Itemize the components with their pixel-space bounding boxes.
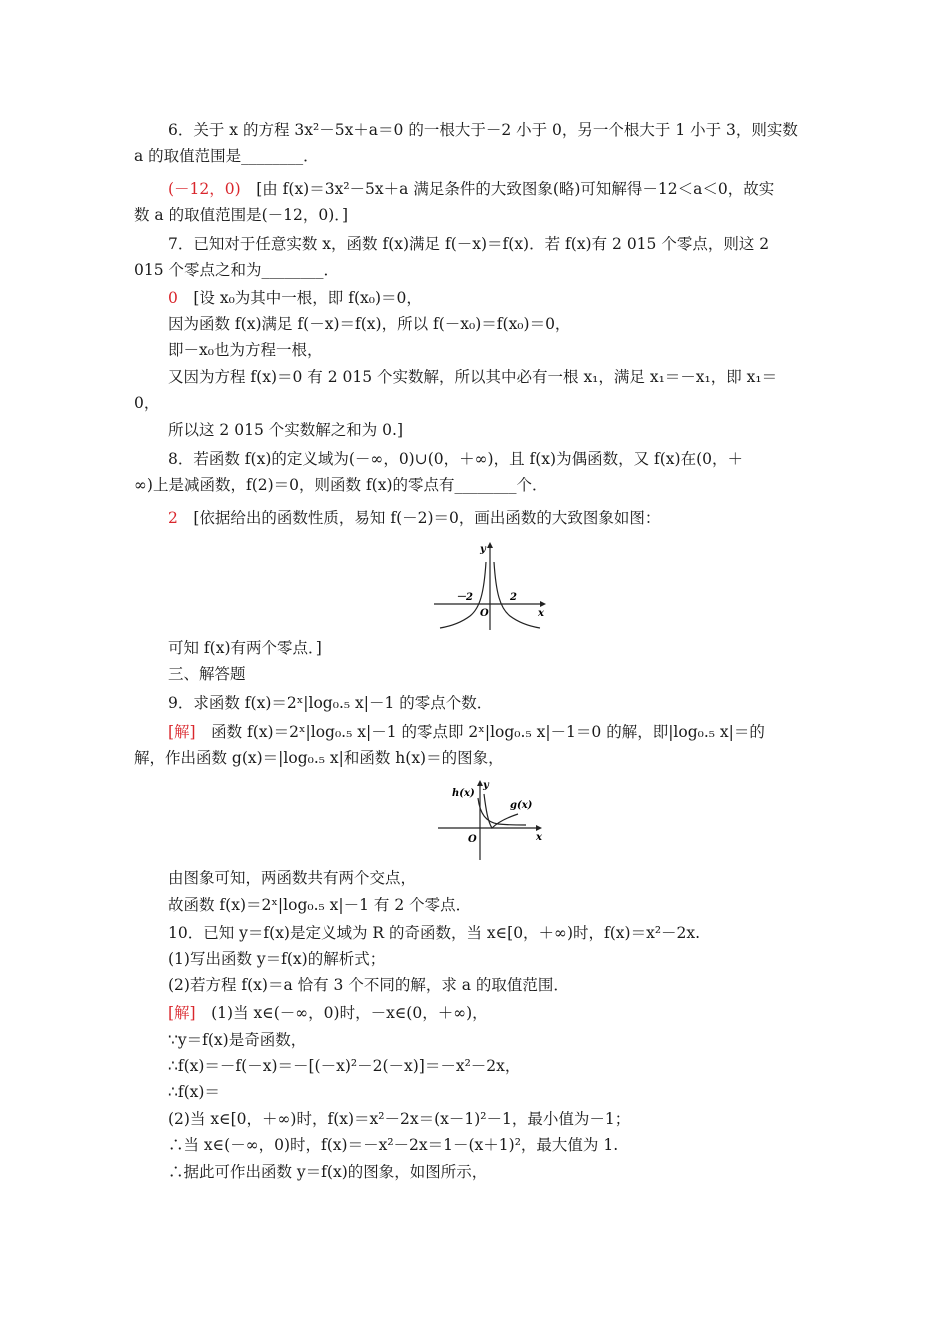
origin-label: O xyxy=(468,834,477,845)
pos-two-label: 2 xyxy=(510,592,517,603)
text-line xyxy=(168,1054,520,1078)
text-line xyxy=(168,506,660,530)
figure-even-function-graph xyxy=(430,538,550,634)
text-line xyxy=(134,391,159,415)
text-line xyxy=(168,720,765,744)
line-text: 三、解答题 xyxy=(168,665,246,683)
right-branch-curve xyxy=(494,562,540,628)
text-line xyxy=(168,418,403,442)
figure-intersection-graph xyxy=(436,778,548,864)
y-axis-label: y xyxy=(480,544,486,555)
line-text: [依据给出的函数性质，易知 f(－2)＝0，画出函数的大致图象如图： xyxy=(177,509,661,527)
line-text: 6．关于 x 的方程 3x²－5x＋a＝0 的一根大于－2 小于 0，另一个根大于 1 小于 3，则实数 xyxy=(168,121,798,139)
line-text: 7．已知对于任意实数 x，函数 f(x)满足 f(－x)＝f(x)．若 f(x)有 2 015 个零点，则这 2 xyxy=(168,235,770,253)
line-text: ∞)上是减函数，f(2)＝0，则函数 f(x)的零点有________个． xyxy=(134,476,548,494)
text-line xyxy=(168,286,422,310)
x-axis-arrow xyxy=(536,825,542,831)
text-line xyxy=(168,636,322,660)
line-text: 8．若函数 f(x)的定义域为(－∞，0)∪(0，＋∞)，且 f(x)为偶函数，又 f(x)在(0，＋ xyxy=(168,450,743,468)
text-line xyxy=(168,1001,488,1025)
text-line xyxy=(168,118,798,142)
answer-mark: 2 xyxy=(168,509,178,527)
text-line xyxy=(168,365,777,389)
text-line xyxy=(168,177,774,201)
text-line xyxy=(134,746,504,770)
text-line xyxy=(168,947,385,971)
text-line xyxy=(168,1133,618,1157)
text-line xyxy=(168,1107,630,1131)
answer-mark: (－12，0) xyxy=(168,180,241,198)
line-text: (1)写出函数 y＝f(x)的解析式； xyxy=(168,950,386,968)
text-line xyxy=(168,893,471,917)
x-axis-arrow xyxy=(540,601,546,607)
line-text: [由 f(x)＝3x²－5x＋a 满足条件的大致图象(略)可知解得－12＜a＜0，故实 xyxy=(240,180,775,198)
text-line xyxy=(168,662,246,686)
line-text: 015 个零点之和为________． xyxy=(134,261,340,279)
answer-mark: [解] xyxy=(168,723,196,741)
text-line xyxy=(168,973,569,997)
text-line xyxy=(168,866,416,890)
line-text: 故函数 f(x)＝2ˣ|log₀.₅ x|－1 有 2 个零点． xyxy=(168,896,472,914)
line-text: 0， xyxy=(134,394,160,412)
text-line xyxy=(168,1080,220,1104)
text-line xyxy=(168,691,492,715)
line-text: 可知 f(x)有两个零点．] xyxy=(168,639,322,657)
text-line xyxy=(134,258,339,282)
answer-mark: [解] xyxy=(168,1004,196,1022)
line-text: (2)当 x∈[0，＋∞)时，f(x)＝x²－2x＝(x－1)²－1，最小值为－1； xyxy=(168,1110,631,1128)
line-text: 10．已知 y＝f(x)是定义域为 R 的奇函数，当 x∈[0，＋∞)时，f(x)＝x²－2x. xyxy=(168,924,701,942)
line-text: (2)若方程 f(x)＝a 恰有 3 个不同的解，求 a 的取值范围． xyxy=(168,976,569,994)
text-line xyxy=(168,1160,487,1184)
line-text: [设 x₀为其中一根，即 f(x₀)＝0， xyxy=(177,289,422,307)
g-label: g(x) xyxy=(510,800,533,811)
line-text: 又因为方程 f(x)＝0 有 2 015 个实数解，所以其中必有一根 x₁，满足 x₁＝－x₁，即 x₁＝ xyxy=(168,368,778,386)
x-axis-label: x xyxy=(536,832,542,843)
line-text: 数 a 的取值范围是(－12，0)．] xyxy=(134,206,349,224)
line-text: ∴据此可作出函数 y＝f(x)的图象，如图所示， xyxy=(168,1163,488,1181)
text-line xyxy=(168,338,322,362)
text-line xyxy=(168,921,700,945)
line-text: ∴f(x)＝－f(－x)＝－[(－x)²－2(－x)]＝－x²－2x， xyxy=(168,1057,521,1075)
line-text: 所以这 2 015 个实数解之和为 0.] xyxy=(168,421,403,439)
text-line xyxy=(168,312,570,336)
line-text: a 的取值范围是________． xyxy=(134,147,319,165)
text-line xyxy=(134,203,348,227)
line-text: ∴f(x)＝ xyxy=(168,1083,220,1101)
neg-two-label: －2 xyxy=(456,592,473,603)
text-line xyxy=(168,232,769,256)
line-text: 因为函数 f(x)满足 f(－x)＝f(x)，所以 f(－x₀)＝f(x₀)＝0， xyxy=(168,315,571,333)
line-text: 函数 f(x)＝2ˣ|log₀.₅ x|－1 的零点即 2ˣ|log₀.₅ x|－1＝0 的解，即|log₀.₅ x|＝的 xyxy=(195,723,765,741)
line-text: (1)当 x∈(－∞，0)时，－x∈(0，＋∞)， xyxy=(195,1004,488,1022)
x-axis-label: x xyxy=(538,608,544,619)
answer-mark: 0 xyxy=(168,289,178,307)
line-text: ∵y＝f(x)是奇函数， xyxy=(168,1031,307,1049)
y-axis-label: y xyxy=(483,780,489,791)
text-line xyxy=(168,447,743,471)
line-text: 9．求函数 f(x)＝2ˣ|log₀.₅ x|－1 的零点个数． xyxy=(168,694,493,712)
line-text: 由图象可知，两函数共有两个交点， xyxy=(168,869,417,887)
text-line xyxy=(134,473,548,497)
h-label: h(x) xyxy=(452,788,475,799)
y-axis-arrow xyxy=(487,542,493,548)
line-text: 解，作出函数 g(x)＝|log₀.₅ x|和函数 h(x)＝的图象， xyxy=(134,749,504,767)
origin-label: O xyxy=(480,608,489,619)
line-text: ∴当 x∈(－∞，0)时，f(x)＝－x²－2x＝1－(x＋1)²，最大值为 1. xyxy=(168,1136,619,1154)
text-line xyxy=(168,1028,306,1052)
line-text: 即－x₀也为方程一根， xyxy=(168,341,323,359)
text-line xyxy=(134,144,319,168)
